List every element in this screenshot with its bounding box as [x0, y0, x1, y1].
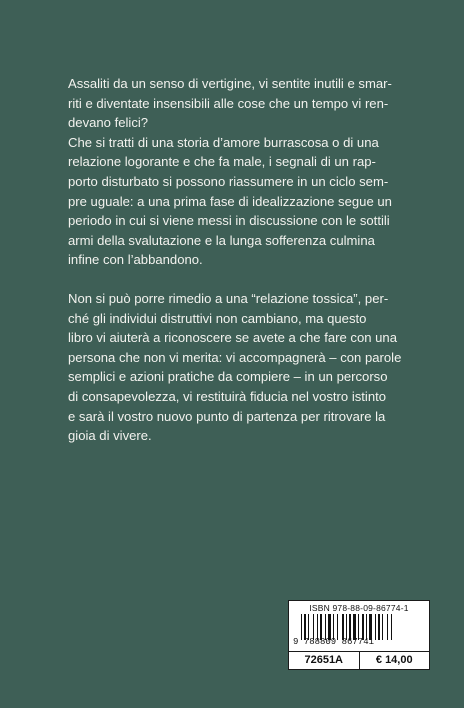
paragraph-gap: [68, 270, 398, 289]
blurb-line: relazione logorante e che fa male, i segnali di un rap-: [68, 154, 376, 170]
back-cover-blurb: [68, 74, 402, 446]
blurb-paragraph-1: [68, 74, 398, 270]
blurb-line: devano felici?: [68, 115, 149, 131]
blurb-line: porto disturbato si possono riassumere in un ciclo sem-: [68, 173, 389, 189]
blurb-line: libro vi aiuterà a riconoscere se avete a che fare con una: [68, 330, 397, 346]
blurb-line: riti e diventate insensibili alle cose che un tempo vi ren-: [68, 95, 389, 111]
blurb-line: e sarà il vostro nuovo punto di partenza per ritrovare la: [68, 408, 386, 424]
blurb-paragraph-2: [68, 289, 402, 446]
blurb-line: semplici e azioni pratiche da compiere – in un percorso: [68, 369, 388, 385]
blurb-line: Assaliti da un senso di vertigine, vi sentite inutili e smar-: [68, 76, 392, 91]
blurb-line: persona che non vi merita: vi accompagnerà – con parole: [68, 349, 402, 365]
blurb-line: infine con l’abbandono.: [68, 252, 203, 268]
price-row: [289, 651, 429, 669]
price-label: € 14,00: [375, 654, 413, 666]
barcode-digits: 9 788809 867741: [293, 637, 375, 647]
blurb-line: Che si tratti di una storia d’amore burrascosa o di una: [68, 134, 379, 150]
blurb-line: armi della svalutazione e la lunga sofferenza culmina: [68, 232, 375, 248]
product-code: 72651A: [289, 652, 360, 669]
blurb-line: Non si può porre rimedio a una “relazione tossica”, per-: [68, 290, 389, 306]
blurb-line: ché gli individui distruttivi non cambiano, ma questo: [68, 310, 367, 326]
blurb-line: periodo in cui si viene messi in discussione con le sottili: [68, 213, 390, 229]
blurb-line: pre uguale: a una prima fase di idealizzazione segue un: [68, 193, 392, 209]
isbn-text: ISBN 978-88-09-86774-1: [309, 603, 409, 613]
barcode-label: [288, 600, 430, 670]
blurb-line: gioia di vivere.: [68, 428, 152, 444]
blurb-line: di consapevolezza, vi restituirà fiducia nel vostro istinto: [68, 388, 387, 404]
